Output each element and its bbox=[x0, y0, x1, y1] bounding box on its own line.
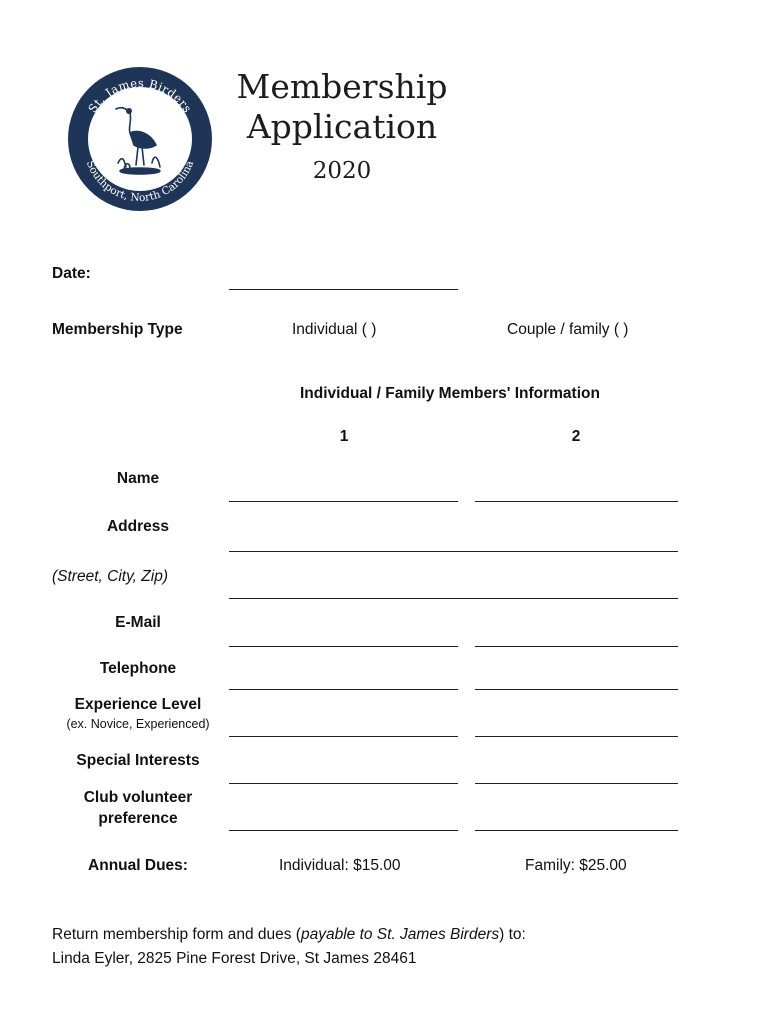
return-instructions bbox=[52, 926, 526, 944]
individual-option[interactable]: Individual ( ) bbox=[292, 321, 377, 338]
email-label: E-Mail bbox=[115, 614, 161, 631]
title-year: 2020 bbox=[312, 158, 372, 184]
return-address: Linda Eyler, 2825 Pine Forest Drive, St James 28461 bbox=[52, 950, 417, 967]
special-interests-label: Special Interests bbox=[76, 752, 200, 769]
couple-family-option[interactable]: Couple / family ( ) bbox=[507, 321, 629, 338]
title-line-2: Application bbox=[246, 107, 438, 146]
name-label: Name bbox=[116, 470, 160, 487]
special-interests-field-2[interactable] bbox=[475, 783, 678, 784]
annual-dues-label: Annual Dues: bbox=[88, 857, 188, 874]
volunteer-field-2[interactable] bbox=[475, 830, 678, 831]
volunteer-label-line-1: Club volunteer bbox=[83, 789, 193, 806]
volunteer-label-line-2: preference bbox=[98, 810, 178, 827]
return-text-before: Return membership form and dues ( bbox=[52, 926, 301, 943]
column-1-header: 1 bbox=[339, 428, 349, 445]
title-line-1: Membership bbox=[236, 67, 448, 106]
membership-type-label: Membership Type bbox=[52, 321, 183, 338]
logo-bottom-text: Southport, North Carolina bbox=[83, 158, 197, 205]
address-hint: (Street, City, Zip) bbox=[52, 568, 168, 585]
name-field-2[interactable] bbox=[475, 501, 678, 502]
volunteer-field-1[interactable] bbox=[229, 830, 458, 831]
members-info-heading: Individual / Family Members' Information bbox=[300, 385, 600, 402]
experience-field-1[interactable] bbox=[229, 736, 458, 737]
email-field-2[interactable] bbox=[475, 646, 678, 647]
email-field-1[interactable] bbox=[229, 646, 458, 647]
address-field-line-1[interactable] bbox=[229, 551, 678, 552]
telephone-field-2[interactable] bbox=[475, 689, 678, 690]
column-2-header: 2 bbox=[571, 428, 581, 445]
experience-field-2[interactable] bbox=[475, 736, 678, 737]
logo-top-text: St. James Birders bbox=[85, 75, 195, 116]
date-field[interactable] bbox=[229, 289, 458, 290]
special-interests-field-1[interactable] bbox=[229, 783, 458, 784]
return-text-payee: payable to St. James Birders bbox=[300, 926, 500, 943]
date-label: Date: bbox=[52, 265, 91, 282]
family-dues: Family: $25.00 bbox=[525, 857, 627, 874]
individual-dues: Individual: $15.00 bbox=[279, 857, 401, 874]
telephone-field-1[interactable] bbox=[229, 689, 458, 690]
telephone-label: Telephone bbox=[99, 660, 177, 677]
address-label: Address bbox=[106, 518, 170, 535]
address-field-line-2[interactable] bbox=[229, 598, 678, 599]
name-field-1[interactable] bbox=[229, 501, 458, 502]
experience-hint: (ex. Novice, Experienced) bbox=[66, 717, 210, 731]
experience-label: Experience Level bbox=[74, 696, 202, 713]
return-text-after: ) to: bbox=[499, 926, 526, 943]
club-logo bbox=[66, 65, 214, 213]
